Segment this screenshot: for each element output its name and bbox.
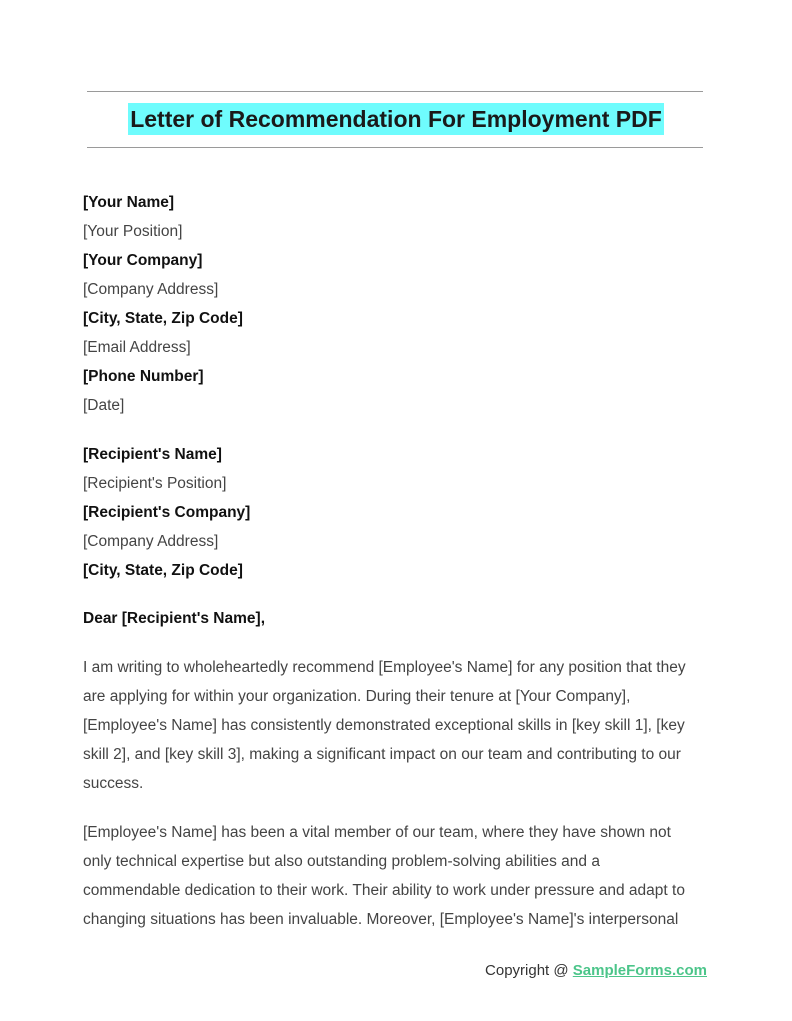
recipient-city-state-zip: [City, State, Zip Code] bbox=[83, 562, 243, 579]
paragraph-line: only technical expertise but also outstanding problem-solving abilities and a bbox=[83, 853, 600, 870]
sender-name: [Your Name] bbox=[83, 194, 175, 211]
copyright-prefix: Copyright @ bbox=[485, 962, 573, 979]
sender-company: [Your Company] bbox=[83, 252, 203, 269]
body-paragraph-1 bbox=[83, 653, 713, 798]
paragraph-line: are applying for within your organization. During their tenure at [Your Company], bbox=[83, 688, 631, 705]
recipient-address: [Company Address] bbox=[83, 533, 219, 550]
paragraph-line: [Employee's Name] has consistently demonstrated exceptional skills in [key skill 1], [key bbox=[83, 717, 685, 734]
recipient-position: [Recipient's Position] bbox=[83, 475, 227, 492]
recipient-company: [Recipient's Company] bbox=[83, 504, 251, 521]
letter-date: [Date] bbox=[83, 397, 125, 414]
paragraph-line: skill 2], and [key skill 3], making a significant impact on our team and contributing to our bbox=[83, 746, 681, 763]
paragraph-line: [Employee's Name] has been a vital member of our team, where they have shown not bbox=[83, 824, 671, 841]
sender-block bbox=[83, 188, 713, 420]
document-title: Letter of Recommendation For Employment PDF bbox=[128, 103, 664, 135]
brand-link[interactable]: SampleForms.com bbox=[572, 962, 707, 979]
sender-city-state-zip: [City, State, Zip Code] bbox=[83, 310, 243, 327]
recipient-name: [Recipient's Name] bbox=[83, 446, 222, 463]
salutation: Dear [Recipient's Name], bbox=[83, 610, 265, 627]
paragraph-line: changing situations has been invaluable. Moreover, [Employee's Name]'s interpersonal bbox=[83, 911, 679, 928]
salutation-block bbox=[83, 604, 713, 633]
sender-email: [Email Address] bbox=[83, 339, 191, 356]
paragraph-line: I am writing to wholeheartedly recommend [Employee's Name] for any position that they bbox=[83, 659, 686, 676]
sender-phone: [Phone Number] bbox=[83, 368, 204, 385]
title-container bbox=[0, 103, 792, 135]
copyright-footer bbox=[485, 960, 707, 982]
sender-address: [Company Address] bbox=[83, 281, 219, 298]
body-paragraph-2 bbox=[83, 818, 713, 934]
paragraph-line: commendable dedication to their work. Their ability to work under pressure and adapt to bbox=[83, 882, 685, 899]
title-bottom-rule bbox=[87, 147, 703, 148]
sender-position: [Your Position] bbox=[83, 223, 183, 240]
recipient-block bbox=[83, 440, 713, 585]
title-top-rule bbox=[87, 91, 703, 92]
paragraph-line: success. bbox=[83, 775, 144, 792]
